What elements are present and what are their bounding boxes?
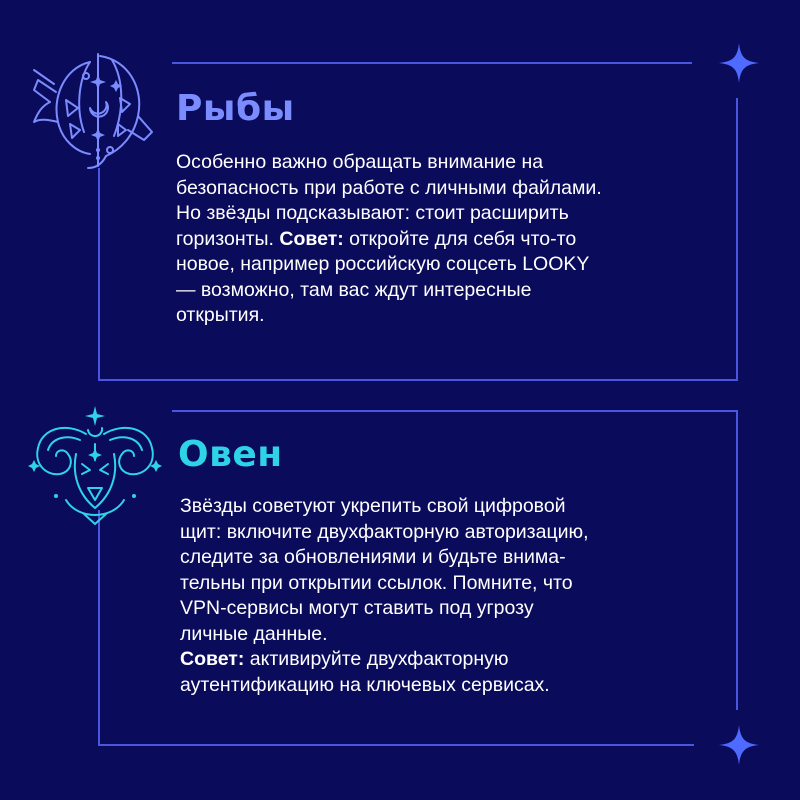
- aries-line-4: тельны при открытии ссылок. Помните, что: [180, 571, 573, 594]
- aries-advice-line: [180, 647, 589, 673]
- pisces-frame-top: [172, 62, 692, 64]
- aries-advice-label: Совет:: [180, 648, 245, 670]
- aries-advice-tail: аутентификацию на ключевых сервисах.: [180, 673, 550, 696]
- pisces-line-2: безопасность при работе с личными файлами.: [176, 176, 602, 199]
- aries-frame-right: [736, 410, 738, 710]
- pisces-line-7: открытия.: [176, 304, 265, 326]
- aries-frame-bottom: [98, 744, 694, 746]
- pisces-frame-bottom: [98, 379, 738, 381]
- pisces-line-5: новое, например российскую соцсеть LOOKY: [176, 253, 590, 275]
- aries-ram-icon: [26, 404, 164, 528]
- pisces-line-6: — возможно, там вас ждут интересные: [176, 278, 532, 301]
- aries-line-6: личные данные.: [180, 622, 328, 645]
- aries-advice-text: активируйте двухфакторную: [244, 648, 509, 670]
- aries-description: [180, 494, 589, 698]
- pisces-line-4-start: горизонты.: [176, 227, 280, 250]
- aries-frame-left: [98, 510, 100, 746]
- pisces-fish-icon: [28, 40, 164, 172]
- aries-title: Овен: [178, 434, 283, 475]
- aries-line-5: VPN-сервисы могут ставить под угрозу: [180, 597, 534, 619]
- aries-frame-top: [172, 410, 738, 412]
- pisces-line-4-end: откройте для себя что-то: [343, 227, 577, 250]
- pisces-frame-right: [736, 98, 738, 380]
- pisces-frame-left: [98, 168, 100, 380]
- aries-line-1: Звёзды советуют укрепить свой цифровой: [180, 495, 566, 517]
- pisces-line-3: Но звёзды подсказывают: стоит расширить: [176, 202, 569, 224]
- pisces-line-1: Особенно важно обращать внимание на: [176, 151, 544, 173]
- sparkle-icon: [718, 42, 760, 84]
- sparkle-icon: [718, 724, 760, 766]
- pisces-advice-label: Совет:: [279, 227, 344, 250]
- pisces-title: Рыбы: [176, 88, 295, 129]
- pisces-description: [176, 150, 602, 329]
- aries-line-2: щит: включите двухфакторную авторизацию,: [180, 520, 589, 543]
- aries-line-3: следите за обновлениями и будьте внима-: [180, 546, 566, 568]
- pisces-line-4: [176, 227, 602, 253]
